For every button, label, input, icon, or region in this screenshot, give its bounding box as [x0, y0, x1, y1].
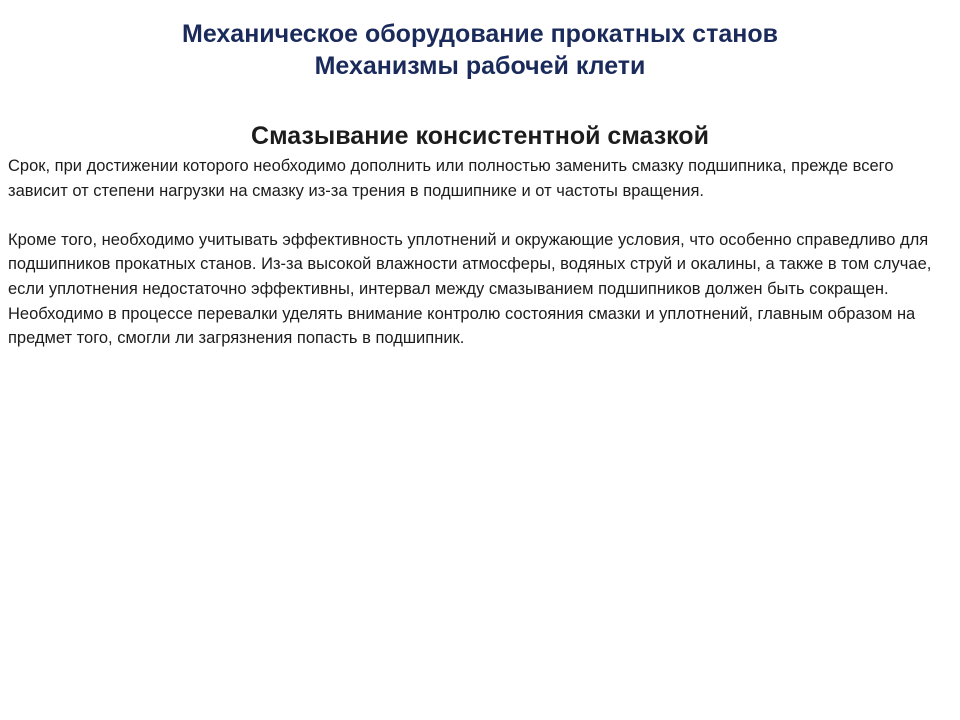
- title-line-1: Механическое оборудование прокатных станов: [182, 20, 778, 48]
- paragraph-1: Срок, при достижении которого необходимо дополнить или полностью заменить смазку подшипника, прежде всего зависит от степени нагрузки на смазку из-за трения в подшипнике и от частоты вращения.: [8, 157, 894, 200]
- section-heading: Смазывание консистентной смазкой: [251, 122, 709, 150]
- slide-title: [0, 18, 960, 82]
- title-line-2: Механизмы рабочей клети: [314, 52, 646, 80]
- paragraph-2: Кроме того, необходимо учитывать эффективность уплотнений и окружающие условия, что особенно справедливо для подшипников прокатных станов. Из-за высокой влажности атмосферы, водяных струй и окалины, а также в том случае, если уплотнения недостаточно эффективны, интервал между смазыванием подшипников должен быть сокращен. Необходимо в процессе перевалки уделять внимание контролю состояния смазки и уплотнений, главным образом на предмет того, смогли ли загрязнения попасть в подшипник.: [8, 230, 932, 348]
- body-text: [8, 154, 948, 351]
